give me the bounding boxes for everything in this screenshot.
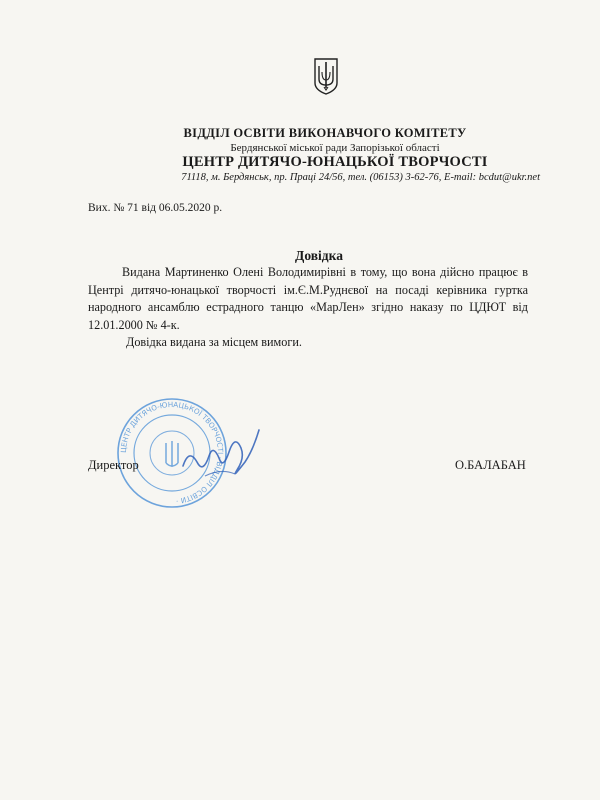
- outgoing-number: Вих. № 71 від 06.05.2020 р.: [88, 202, 223, 214]
- handwritten-signature: [175, 418, 265, 488]
- center-name: ЦЕНТР ДИТЯЧО-ЮНАЦЬКОЇ ТВОРЧОСТІ: [182, 154, 488, 170]
- body-paragraph: Видана Мартиненко Олені Володимирівні в тому, що вона дійсно працює в Центрі дитячо-юнацької творчості ім.Є.М.Руднєвої на посаді керівника гуртка народного ансамблю естрадного танцю «МарЛен» згідно наказу по ЦДЮТ від 12.01.2000 № 4-к.: [88, 265, 528, 332]
- director-label: Директор: [88, 458, 139, 472]
- address-line: 71118, м. Бердянськ, пр. Праці 24/56, тел. (06153) 3-62-76, E-mail: bcdut@ukr.net: [181, 172, 540, 183]
- trident-emblem-icon: [313, 57, 339, 95]
- stamp-ring-text: ЦЕНТР ДИТЯЧО-ЮНАЦЬКОЇ ТВОРЧОСТІ · ВІДДІЛ ОСВІТИ ·: [118, 399, 226, 506]
- department-header: ВІДДІЛ ОСВІТИ ВИКОНАВЧОГО КОМІТЕТУ: [183, 126, 467, 140]
- closing-line: Довідка видана за місцем вимоги.: [126, 335, 302, 349]
- body-paragraph-block: [88, 264, 528, 334]
- director-name: О.БАЛАБАН: [455, 458, 526, 472]
- city-council-line: Бердянської міської ради Запорізької області: [230, 142, 440, 154]
- document-title: Довідка: [295, 248, 343, 263]
